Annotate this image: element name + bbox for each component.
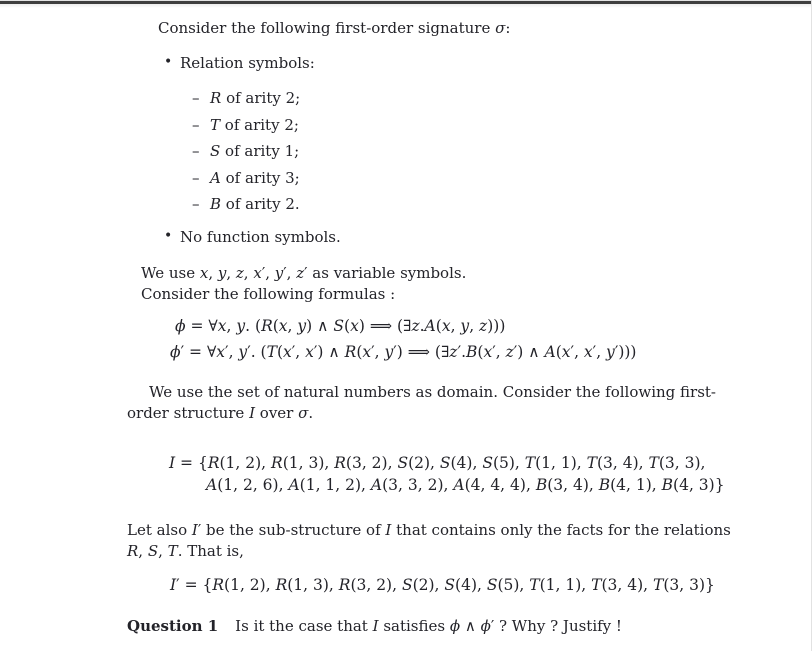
formulas-intro-line: Consider the following formulas :	[141, 284, 396, 303]
relation-symbols-bullet	[141, 55, 811, 71]
sub-pre: Let also	[127, 521, 192, 539]
I-prime-symbol: I′	[191, 521, 202, 539]
variables-paragraph	[141, 263, 811, 304]
relation-arity: of arity 2.	[221, 195, 300, 213]
question-pre: Is it the case that	[235, 617, 373, 635]
relation-symbol: S	[210, 142, 221, 160]
structure-I-display	[127, 454, 811, 494]
relation-item-B	[141, 196, 811, 212]
substructure-line-2	[127, 541, 811, 562]
dash-icon: –	[192, 195, 200, 213]
domain-pre: order structure	[127, 404, 250, 422]
relation-symbols-label: Relation symbols:	[180, 54, 315, 72]
domain-mid: over	[255, 404, 299, 422]
intro-colon: :	[505, 19, 511, 37]
relation-item-T	[141, 117, 811, 133]
question-mid: satisfies	[378, 617, 450, 635]
I-symbol: I	[372, 617, 379, 635]
variables-math: x, y, z, x′, y′, z′	[199, 264, 308, 282]
relation-symbol: B	[210, 195, 222, 213]
I-symbol: I	[385, 521, 392, 539]
substructure-line-1	[127, 520, 811, 541]
dash-icon: –	[192, 142, 200, 160]
phi-and-phi-prime: ϕ ∧ ϕ′	[449, 617, 495, 635]
dash-icon: –	[192, 89, 200, 107]
relation-arity: of arity 2;	[220, 115, 299, 134]
substructure-paragraph	[127, 520, 811, 562]
question-post: ? Why ? Justify !	[494, 617, 622, 635]
structure-I-prime-line: I′ = {R(1, 2), R(1, 3), R(3, 2), S(2), S(4), S(5), T(1, 1), T(3, 4), T(3, 3)}	[170, 576, 715, 594]
relation-item-S	[141, 143, 811, 159]
relation-arity: of arity 1;	[220, 142, 300, 160]
question-label: Question 1	[127, 617, 219, 635]
question-paragraph	[127, 618, 811, 634]
formulas-display	[141, 317, 811, 361]
domain-paragraph	[127, 382, 811, 424]
sigma-symbol: σ	[495, 19, 506, 37]
relations-RST: R, S, T	[127, 542, 178, 560]
relation-symbol: T	[210, 115, 221, 134]
no-function-bullet	[141, 229, 811, 245]
bullet-icon: •	[164, 228, 173, 244]
bullet-icon: •	[164, 54, 173, 70]
dash-icon: –	[192, 168, 200, 187]
sub-post: that contains only the facts for the relations	[391, 521, 731, 539]
relation-arity: of arity 2;	[221, 89, 301, 107]
domain-post: .	[308, 404, 314, 422]
structure-I-line-1: I = {R(1, 2), R(1, 3), R(3, 2), S(2), S(4), S(5), T(1, 1), T(3, 4), T(3, 3),	[169, 454, 706, 472]
intro-paragraph	[141, 20, 811, 36]
structure-I-prime-display	[127, 576, 811, 594]
relation-items-list	[141, 90, 811, 212]
relation-arity: of arity 3;	[220, 168, 300, 187]
relation-item-R	[141, 90, 811, 106]
sigma-symbol: σ	[298, 404, 309, 422]
domain-line-1: We use the set of natural numbers as domain. Consider the following first-	[149, 383, 716, 401]
variables-line	[141, 263, 811, 284]
that-is-text: . That is,	[177, 542, 244, 560]
relation-symbol: R	[210, 89, 222, 107]
domain-line-2	[127, 403, 811, 424]
dash-icon: –	[192, 115, 200, 134]
variables-pre: We use	[141, 264, 200, 282]
structure-I-symbol: I	[249, 404, 256, 422]
structure-I-line-2: A(1, 2, 6), A(1, 1, 2), A(3, 3, 2), A(4, 4, 4), B(3, 4), B(4, 1), B(4, 3)}	[206, 476, 725, 494]
sub-mid: be the sub-structure of	[201, 521, 386, 539]
intro-text: Consider the following first-order signature	[158, 19, 496, 37]
formula-phi-prime: ϕ′ = ∀x′, y′. (T(x′, x′) ∧ R(x′, y′) ⟹ (∃z′.B(x′, z′) ∧ A(x′, x′, y′)))	[170, 343, 637, 361]
variables-post: as variable symbols.	[307, 264, 467, 282]
no-function-label: No function symbols.	[180, 228, 341, 246]
formula-phi: ϕ = ∀x, y. (R(x, y) ∧ S(x) ⟹ (∃z.A(x, y, z)))	[175, 317, 506, 335]
window-top-border	[0, 0, 811, 8]
relation-item-A	[141, 170, 811, 186]
relation-symbol: A	[210, 168, 221, 187]
document-content	[0, 8, 811, 634]
